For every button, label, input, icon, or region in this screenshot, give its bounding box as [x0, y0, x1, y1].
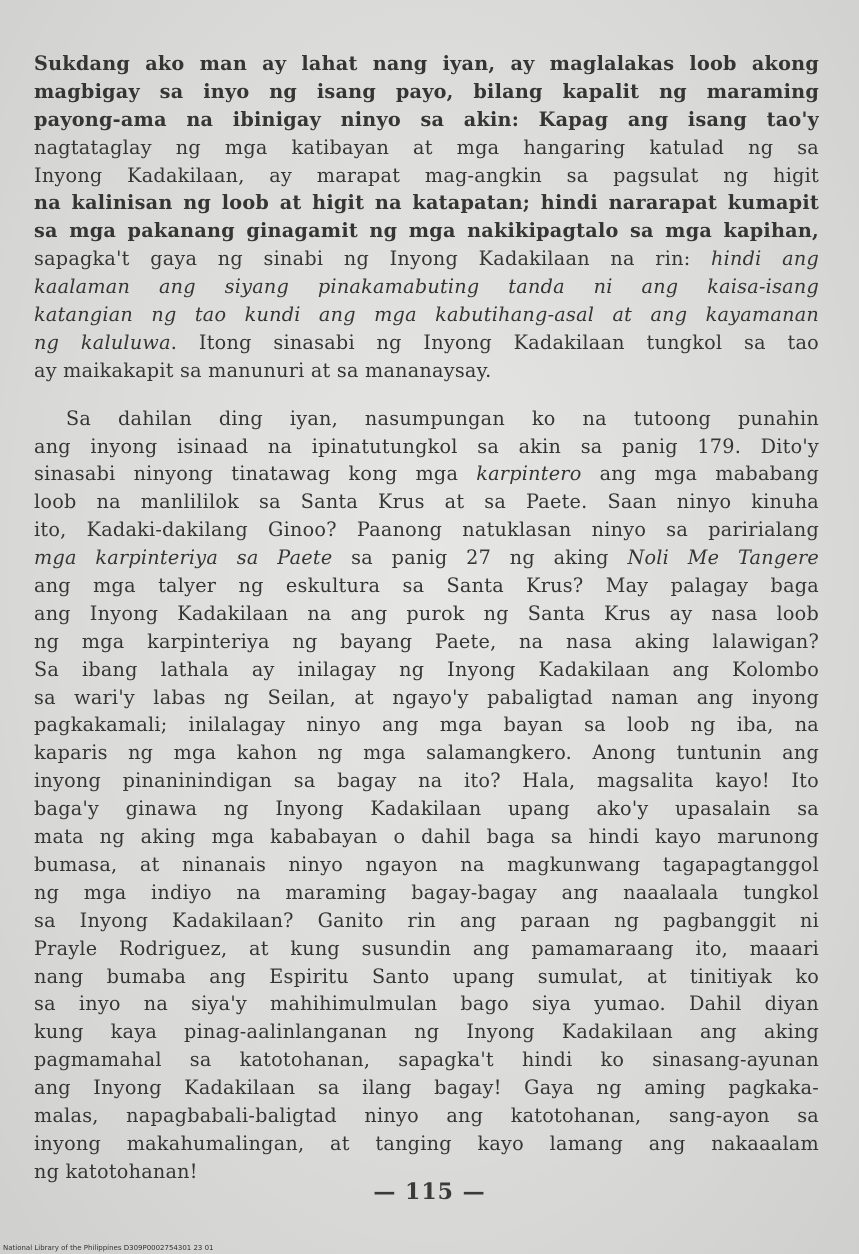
paragraph-gap [34, 385, 819, 405]
text-segment: sinasabi ninyong tinatawag kong mga [34, 462, 477, 486]
text-line: ang Inyong Kadakilaan na ang purok ng Santa Krus ay nasa loob [34, 601, 819, 625]
text-line: loob na manlililok sa Santa Krus at sa Paete. Saan ninyo kinuha [34, 490, 819, 514]
italic-segment: hindi ang [711, 247, 819, 271]
text-segment: ang mga mababang [581, 462, 819, 486]
text-line: ito, Kadaki-dakilang Ginoo? Paanong natuklasan ninyo sa paririalang [34, 518, 819, 542]
page-number: — 115 — [373, 1179, 486, 1205]
text-segment: sa panig 27 ng aking [332, 546, 628, 570]
text-line: Sa ibang lathala ay inilagay ng Inyong Kadakilaan ang Kolombo [34, 657, 819, 681]
italic-segment: mga karpinteriya sa Paete [34, 546, 333, 570]
text-line: ng katotohanan! [34, 1159, 198, 1183]
text-line: na kalinisan ng loob at higit na katapatan; hindi nararapat kumapit [34, 191, 819, 215]
text-line: Sa dahilan ding iyan, nasumpungan ko na tutoong punahin [66, 406, 819, 430]
text-line: pagmamahal sa katotohanan, sapagka't hindi ko sinasang-ayunan [34, 1048, 819, 1072]
text-line: inyong makahumalingan, at tanging kayo lamang ang nakaaalam [34, 1131, 819, 1155]
body-text [34, 50, 819, 1186]
text-line: kaalaman ang siyang pinakamabuting tanda ni ang kaisa-isang [34, 275, 819, 299]
text-line: sa wari'y labas ng Seilan, at ngayo'y pabaligtad naman ang inyong [34, 685, 819, 709]
text-segment: . Itong sinasabi ng Inyong Kadakilaan tungkol sa tao [170, 330, 819, 354]
text-line: ang mga talyer ng eskultura sa Santa Krus? May palagay baga [34, 574, 819, 598]
scan-credit: National Library of the Philippines D309P0002754301 23 01 [3, 1244, 214, 1252]
text-line: mata ng aking mga kababayan o dahil baga sa hindi kayo marunong [34, 825, 819, 849]
text-segment: sapagka't gaya ng sinabi ng Inyong Kadakilaan na rin: [34, 247, 712, 271]
italic-segment: Noli Me Tangere [627, 546, 819, 570]
text-line [34, 245, 819, 273]
text-line: magbigay sa inyo ng isang payo, bilang kapalit ng maraming [34, 79, 819, 103]
text-line: Sukdang ako man ay lahat nang iyan, ay maglalakas loob akong [34, 52, 819, 75]
text-line: ay maikakapit sa manunuri at sa mananaysay. [34, 358, 492, 382]
text-line: ang inyong isinaad na ipinatutungkol sa akin sa panig 179. Dito'y [34, 434, 819, 458]
italic-segment: ng kaluluwa [34, 330, 171, 354]
text-line: sa Inyong Kadakilaan? Ganito rin ang paraan ng pagbanggit ni [34, 908, 819, 932]
text-line: nagtataglay ng mga katibayan at mga hangaring katulad ng sa [34, 135, 819, 159]
text-line: sa mga pakanang ginagamit ng mga nakikipagtalo sa mga kapihan, [34, 219, 819, 243]
italic-segment: karpintero [476, 462, 582, 486]
text-line: sa inyo na siya'y mahihimulmulan bago siya yumao. Dahil diyan [34, 992, 819, 1016]
text-line: malas, napagbabali-baligtad ninyo ang katotohanan, sang-ayon sa [34, 1103, 819, 1127]
text-line: kung kaya pinag-aalinlanganan ng Inyong Kadakilaan ang aking [34, 1020, 819, 1044]
text-line: baga'y ginawa ng Inyong Kadakilaan upang ako'y upasalain sa [34, 797, 819, 821]
text-line: nang bumaba ang Espiritu Santo upang sumulat, at tinitiyak ko [34, 964, 819, 988]
text-line: ng mga karpinteriya ng bayang Paete, na nasa aking lalawigan? [34, 629, 819, 653]
text-line: pagkakamali; inilalagay ninyo ang mga bayan sa loob ng iba, na [34, 713, 819, 737]
text-line: ang Inyong Kadakilaan sa ilang bagay! Gaya ng aming pagkaka- [34, 1076, 819, 1100]
text-line [34, 329, 819, 357]
text-line: kaparis ng mga kahon ng mga salamangkero. Anong tuntunin ang [34, 741, 819, 765]
text-line: inyong pinaninindigan sa bagay na ito? Hala, magsalita kayo! Ito [34, 769, 819, 793]
paragraph-2 [34, 405, 819, 1186]
text-line: Inyong Kadakilaan, ay marapat mag-angkin sa pagsulat ng higit [34, 163, 819, 187]
text-line: bumasa, at ninanais ninyo ngayon na magkunwang tagapagtanggol [34, 852, 819, 876]
text-line: payong-ama na ibinigay ninyo sa akin: Kapag ang isang tao'y [34, 107, 819, 131]
text-line: katangian ng tao kundi ang mga kabutihang-asal at ang kayamanan [34, 303, 819, 327]
text-line: Prayle Rodriguez, at kung susundin ang pamamaraang ito, maaari [34, 936, 819, 960]
text-line [34, 544, 819, 572]
text-line [34, 460, 819, 488]
text-line: ng mga indiyo na maraming bagay-bagay ang naaalaala tungkol [34, 880, 819, 904]
paragraph-1 [34, 50, 819, 385]
